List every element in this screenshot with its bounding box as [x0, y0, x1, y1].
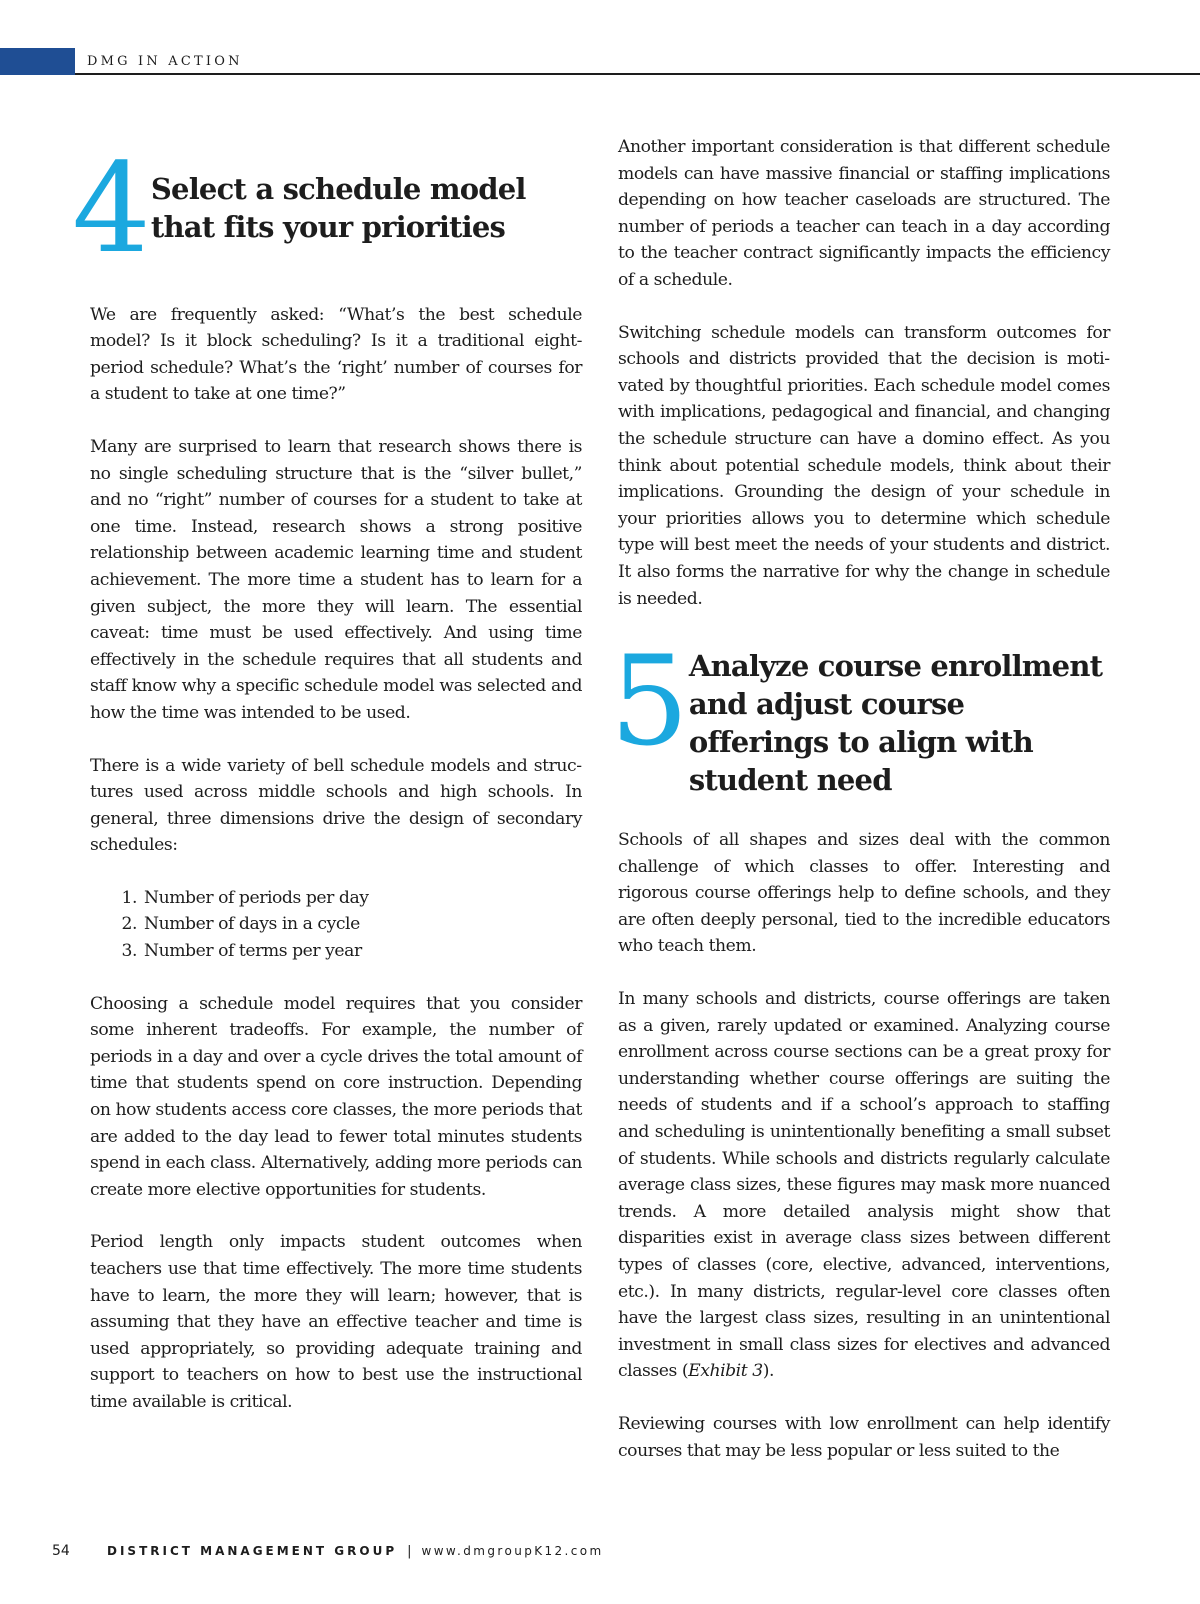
paragraph: Schools of all shapes and sizes deal with the common challenge of which classes to offer. Interesting and rigorous course offerings help to define schools, and they are often deeply personal, tied to the incredible educators who teach them. — [618, 830, 1110, 957]
paragraph: Another important consideration is that different schedule models can have massive financial or staffing implications depending on how teacher caseloads are structured. The number of periods a teacher can teach in a day according to the teacher contract significantly impacts the efficiency of a schedule. — [618, 137, 1110, 290]
paragraph: Switching schedule models can transform outcomes for schools and districts provided that the decision is motivated by thoughtful priorities. Each schedule model comes with implications, pedagogical and financial, and changing the schedule structure can have a domino effect. As you think about potential schedule models, think about their implications. Grounding the design of your schedule in your priorities allows you to determine which schedule type will best meet the needs of your students and district. It also forms the narrative for why the change in schedule is needed. — [618, 322, 1110, 609]
footer-url: www.dmgroupK12.com — [421, 1544, 604, 1558]
paragraph: There is a wide variety of bell schedule models and structures used across middle schools and high schools. In general, three dimensions drive the design of secondary schedules: — [90, 755, 582, 856]
paragraph: Choosing a schedule model requires that you consider some inherent tradeoffs. For example, the number of periods in a day and over a cycle drives the total amount of time that students spend on core instruction. Depending on how students access core classes, the more periods that are added to the day lead to fewer total minutes students spend in each class. Alternatively, adding more periods can create more elective opportunities for students. — [90, 993, 582, 1200]
paragraph-text: In many schools and districts, course offerings are taken as a given, rarely updated or examined. Analyzing course enrollment across course sections can be a great proxy for understanding whether course offerings are suiting the needs of students and if a school’s approach to staffing and scheduling is unintentionally benefiting a small subset of students. While schools and districts regularly calculate average class sizes, these figures may mask more nuanced trends. A more detailed analysis might show that disparities exist in average class sizes between different types of classes (core, elective, advanced, interventions, etc.). In many districts, regular-level core classes often have the largest class sizes, resulting in an unintentional investment in small class sizes for electives and advanced classes ( — [618, 989, 1110, 1382]
right-column — [610, 134, 1110, 1490]
section-label: DMG IN ACTION — [87, 54, 243, 69]
section-5-title: Analyze course enrollment and adjust course offerings to align with student need — [688, 649, 1103, 798]
footer-organization: DISTRICT MANAGEMENT GROUP — [107, 1544, 398, 1558]
footer-separator: | — [407, 1544, 412, 1559]
section-4-heading — [72, 137, 582, 281]
list-item: 1. Number of periods per day — [142, 885, 582, 912]
left-column — [72, 134, 582, 1442]
section-4-number: 4 — [72, 137, 151, 281]
list-item: 3. Number of terms per year — [142, 938, 582, 965]
exhibit-reference: Exhibit 3 — [688, 1361, 763, 1382]
paragraph: Reviewing courses with low enrollment can help identify courses that may be less popular or less suited to the — [618, 1413, 1110, 1461]
page-footer — [52, 1543, 604, 1559]
paragraph: We are frequently asked: “What’s the best schedule model? Is it block scheduling? Is it a traditional eight-period schedule? What’s the ‘right’ number of courses for a student to take at one time?” — [90, 304, 582, 405]
section-5-number: 5 — [610, 630, 689, 775]
paragraph: Period length only impacts student outcomes when teachers use that time effectively. The more time students have to learn, the more they will learn; however, that is assuming that they have an effective teacher and time is used appropriately, so providing adequate training and support to teachers on how to best use the instructional time available is critical. — [90, 1232, 582, 1412]
schedule-dimensions-list — [90, 885, 582, 965]
paragraph-with-exhibit-ref — [618, 986, 1110, 1385]
header-rule — [75, 73, 1200, 75]
section-4-title: Select a schedule model that fits your priorities — [150, 172, 526, 244]
section-5-heading — [610, 630, 1110, 799]
header-accent-bar — [0, 48, 75, 75]
paragraph: Many are surprised to learn that research shows there is no single scheduling structure that is the “silver bullet,” and no “right” number of courses for a student to take at one time. Instead, research shows a strong positive relationship between academic learning time and student achievement. The more time a student has to learn for a given subject, the more they will learn. The essential caveat: time must be used effectively. And using time effectively in the schedule requires that all students and staff know why a specific schedule model was selected and how the time was intended to be used. — [90, 436, 582, 723]
paragraph-text-end: ). — [762, 1361, 774, 1382]
list-item: 2. Number of days in a cycle — [142, 911, 582, 938]
page-number: 54 — [52, 1543, 70, 1559]
